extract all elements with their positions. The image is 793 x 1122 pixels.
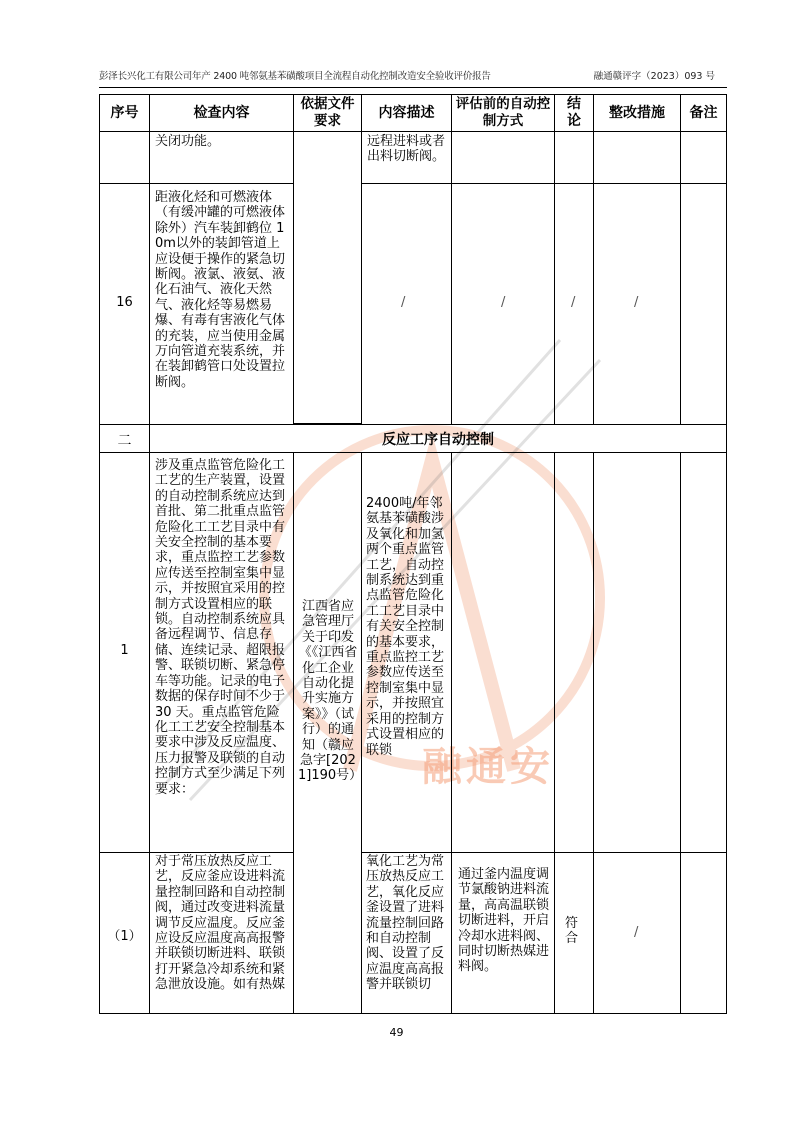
col-header-no: 序号: [99, 94, 150, 132]
watermark-text: 融通安: [422, 744, 554, 790]
col-header-result: 结论: [554, 94, 594, 132]
page-header: [99, 70, 715, 84]
section-title: 反应工序自动控制: [382, 432, 494, 448]
col-header-content: 检查内容: [149, 94, 294, 132]
row1-basis: 江西省应急管理厅关于印发《《江西省化工企业自动化提升实施方案》》（试行）的通知（赣应急字[2021]190号）: [298, 599, 363, 784]
section-no: 二: [117, 433, 132, 449]
row1-1-content: 对于常压放热反应工艺，反应釜应设进料流量控制回路和自动控制阀，通过改变进料流量调节反应温度。反应釜应设反应温度高高报警并联锁切断进料、联锁打开紧急冷却系统和紧急泄放设施。如有热媒: [155, 854, 286, 993]
row1-content: 涉及重点监管危险化工工艺的生产装置，设置的自动控制系统应达到首批、第二批重点监管危险化工工艺目录中有关安全控制的基本要求，重点监控工艺参数应传送至控制室集中显示，并按照宜采用的控制方式设置相应的联锁。自动控制系统应具备远程调节、信息存储、连续记录、超限报警、联锁切断、紧急停车等功能。记录的电子数据的保存时间不少于 30 天。重点监管危险化工工艺安全控制基本要求中涉及反应温度、压力报警及联锁的自动控制方式至少满足下列要求：: [155, 458, 286, 797]
header-rule: [99, 87, 727, 88]
col-header-note: 备注: [680, 94, 727, 132]
row16-method: /: [501, 295, 506, 310]
row1-1-result: 符合: [565, 916, 579, 947]
col-header-method: 评估前的自动控制方式: [451, 94, 555, 132]
col-header-basis: 依据文件要求: [293, 94, 362, 132]
col-header-desc: 内容描述: [361, 94, 452, 132]
report-number: 融通赣评字（2023）093 号: [593, 71, 715, 82]
page-number: 49: [389, 1026, 404, 1039]
row16-desc: /: [401, 295, 406, 310]
row1-desc: 2400吨/年邻氨基苯磺酸涉及氧化和加氢两个重点监管工艺，自动控制系统达到重点监管危险化工工艺目录中有关安全控制的基本要求，重点监控工艺参数应传送至控制室集中显示，并按照宜采用的控制方式设置相应的联锁: [366, 496, 445, 758]
row1-1-method: 通过釜内温度调节氯酸钠进料流量，高高温联锁切断进料，开启冷却水进料阀、同时切断热媒进料阀。: [458, 867, 550, 975]
report-title: 彭泽长兴化工有限公司年产 2400 吨邻氨基苯磺酸项目全流程自动化控制改造安全验收评价报告: [99, 71, 491, 82]
row16-no: 16: [116, 295, 133, 310]
row16-result: /: [571, 295, 576, 310]
col-header-fix: 整改措施: [593, 94, 681, 132]
row1-1-no: （1）: [107, 929, 142, 944]
cont-content: 关闭功能。: [155, 134, 221, 149]
row16-content: 距液化烃和可燃液体（有缓冲罐的可燃液体除外）汽车装卸鹤位 10m以外的装卸管道上应设便于操作的紧急切断阀。液氯、液氨、液化石油气、液化天然气、液化烃等易燃易爆、有毒有害液化气体的充装，应当使用金属万向管道充装系统，并在装卸鹤管口处设置拉断阀。: [155, 190, 286, 390]
row1-no: 1: [120, 643, 129, 658]
row16-fix: /: [634, 295, 639, 310]
row1-1-desc: 氧化工艺为常压放热反应工艺，氧化反应釜设置了进料流量控制回路和自动控制阀、设置了反应温度高高报警并联锁切: [366, 854, 445, 993]
cont-desc: 远程进料或者出料切断阀。: [367, 134, 446, 165]
row1-1-fix: /: [634, 925, 639, 940]
